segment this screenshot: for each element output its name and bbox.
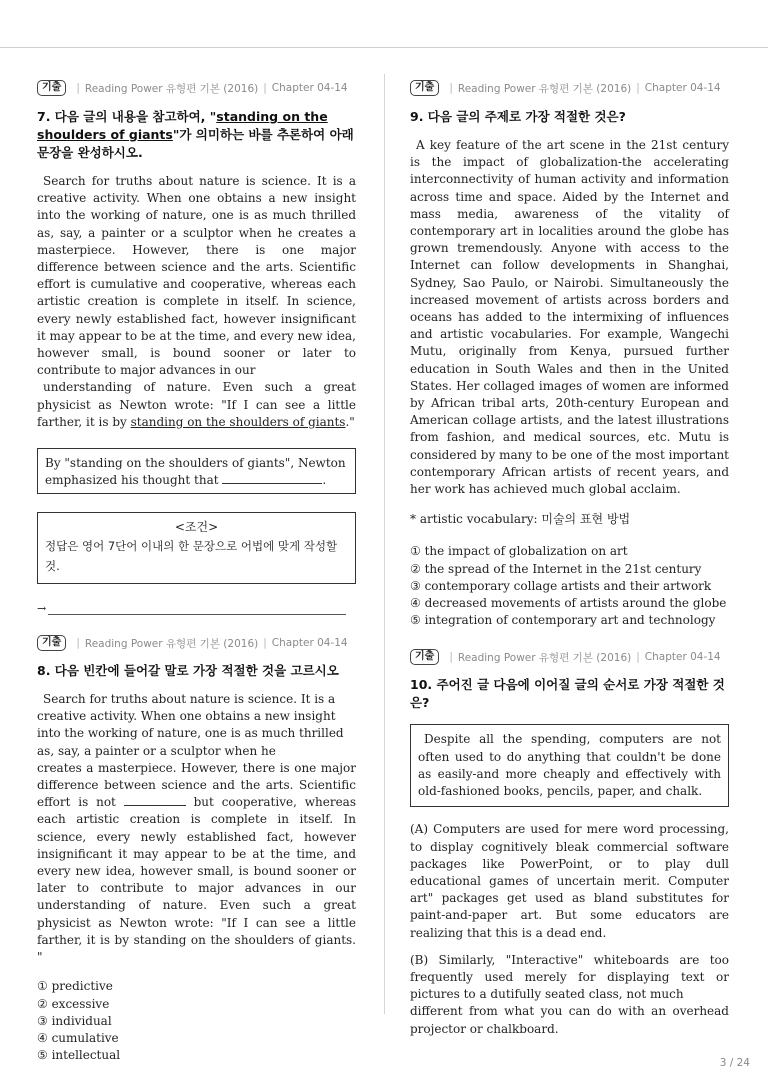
- option-1[interactable]: ① predictive: [37, 979, 113, 994]
- source-chapter: Chapter 04-14: [271, 637, 348, 650]
- separator: |: [449, 82, 453, 94]
- separator: |: [636, 651, 640, 664]
- option-4[interactable]: ④ decreased movements of artists around the globe: [410, 596, 727, 611]
- answer-sentence-box: By "standing on the shoulders of giants", Newton emphasized his thought that .: [37, 448, 356, 494]
- source-chapter: Chapter 04-14: [271, 82, 348, 94]
- option-2[interactable]: ② the spread of the Internet in the 21st century: [410, 561, 702, 576]
- given-passage-box: Despite all the spending, computers are not often used to do anything that couldn't be done as easily-and more cheaply and effectively with old-fashioned books, pencils, paper, and chalk.: [410, 724, 729, 807]
- source-line-q8: [37, 635, 356, 651]
- right-column: [410, 80, 729, 1038]
- question-9-options: [410, 543, 729, 629]
- source-badge: 기출: [410, 80, 439, 96]
- source-line-q10: [410, 649, 729, 665]
- source-line-q7: [37, 80, 356, 96]
- source-chapter: Chapter 04-14: [644, 82, 721, 94]
- answer-blank[interactable]: [222, 483, 322, 484]
- separator: |: [76, 82, 80, 94]
- option-4[interactable]: ④ cumulative: [37, 1030, 119, 1045]
- arrow-icon: →: [37, 602, 47, 616]
- passage-a: (A) Computers are used for mere word processing, to display cognitively bleak commercial software packages like PowerPoint, or to play dull educational games of uncertain merit. Computer art" packages get used as bland substitutes for paint-and-paper art. But some educators are realizing that this is a dead end.: [410, 822, 729, 940]
- separator: |: [76, 637, 80, 650]
- page-number: 3 / 24: [719, 1057, 750, 1069]
- option-3[interactable]: ③ individual: [37, 1013, 112, 1028]
- source-badge: 기출: [410, 649, 439, 665]
- question-8-options: [37, 978, 356, 1064]
- option-2[interactable]: ② excessive: [37, 996, 110, 1011]
- condition-body: 정답은 영어 7단어 이내의 한 문장으로 어법에 맞게 작성할 것.: [45, 539, 338, 574]
- question-7-passage: Search for truths about nature is science. It is a creative activity. When one obtains a new insight into the working of nature, one is as much thrilled as, say, a painter or a sculptor when he creates a masterpiece. However, there is one major difference between science and the arts. Scientific effort is cumulative and cooperative, whereas each artistic creation is complete in itself. In science, every newly established fact, however insignificant it may appear to be at the time, and every new idea, however small, is bound sooner or later to contribute to major advances in our: [37, 174, 356, 378]
- question-8-title: 8. 다음 빈칸에 들어갈 말로 가장 적절한 것을 고르시오: [37, 663, 339, 679]
- passage-b-end: different from what you can do with an overhead projector or chalkboard.: [410, 1004, 729, 1036]
- question-8-passage-start: Search for truths about nature is science. It is a creative activity. When one obtains a new insight into the working of nature, one is as much thrilled as, say, a painter or a sculptor when he: [37, 692, 344, 758]
- option-5[interactable]: ⑤ integration of contemporary art and technology: [410, 613, 716, 628]
- source-book: Reading Power 유형편 기본 (2016): [457, 82, 632, 95]
- source-book: Reading Power 유형편 기본 (2016): [84, 637, 259, 650]
- passage-blank: [124, 805, 186, 806]
- option-5[interactable]: ⑤ intellectual: [37, 1048, 121, 1063]
- left-column: [37, 80, 356, 1064]
- source-badge: 기출: [37, 80, 66, 96]
- question-10-title: 10. 주어진 글 다음에 이어질 글의 순서로 가장 적절한 것은?: [410, 677, 725, 711]
- vocabulary-note: * artistic vocabulary: 미술의 표현 방법: [410, 512, 631, 527]
- passage-b: (B) Similarly, "Interactive" whiteboards are too frequently used merely for displaying text or pictures to a dutifully seated class, not much: [410, 952, 729, 1002]
- question-9-passage: A key feature of the art scene in the 21st century is the impact of globalization-the accelerating interconnectivity of human activity and information across time and space. Aided by the Internet and mass media, awareness of the vitality of contemporary art in localities around the globe has grown tremendously. Anyone with access to the Internet can follow developments in Shanghai, Sydney, Sao Paulo, or Nairobi. Simultaneously the increased movement of artists across borders and oceans has added to the intermixing of influences and artistic vocabularies. For example, Wangechi Mutu, originally from Kenya, pursued further education in South Wales and then in the United States. Her collaged images of women are informed by African tribal arts, 20th-century European and American collage artists, and the latest illustrations from fashion, and medical sources, etc. Mutu is considered by many to be one of the most important contemporary African artists of recent years, and her work has achieved much global acclaim.: [410, 138, 729, 497]
- separator: |: [263, 82, 267, 94]
- condition-box: [37, 512, 356, 584]
- separator: |: [636, 82, 640, 94]
- answer-underline: [48, 604, 346, 615]
- source-badge: 기출: [37, 635, 66, 651]
- source-line-q9: [410, 80, 729, 96]
- source-book: Reading Power 유형편 기본 (2016): [84, 82, 259, 95]
- condition-title: <조건>: [174, 520, 219, 535]
- separator: |: [263, 637, 267, 650]
- option-3[interactable]: ③ contemporary collage artists and their artwork: [410, 578, 712, 593]
- header-rule: [0, 47, 768, 48]
- column-divider: [384, 74, 385, 1014]
- question-9-title: 9. 다음 글의 주제로 가장 적절한 것은?: [410, 109, 626, 124]
- option-1[interactable]: ① the impact of globalization on art: [410, 544, 628, 559]
- question-8-passage: creates a masterpiece. However, there is one major difference between science and the arts. Scientific effort is not but cooperative, whereas each artistic creation is complete in itself. In science, every newly established fact, however insignificant it may appear to be at the time, and every new idea, however small, is bound sooner or later to contribute to major advances in our understanding of nature. Even such a great physicist as Newton wrote: "If I can see a little farther, it is by standing on the shoulders of giants. ": [37, 760, 356, 965]
- question-7-passage-end: understanding of nature. Even such a great physicist as Newton wrote: "If I can see a little farther, it is by standing on the shoulders of giants.": [37, 380, 356, 429]
- separator: |: [449, 651, 453, 664]
- question-7-title: 7. 다음 글의 내용을 참고하여, "standing on the shoulders of giants"가 의미하는 바를 추론하여 아래 문장을 완성하시오.: [37, 109, 354, 160]
- source-book: Reading Power 유형편 기본 (2016): [457, 651, 632, 664]
- source-chapter: Chapter 04-14: [644, 651, 721, 664]
- answer-line[interactable]: [37, 601, 356, 615]
